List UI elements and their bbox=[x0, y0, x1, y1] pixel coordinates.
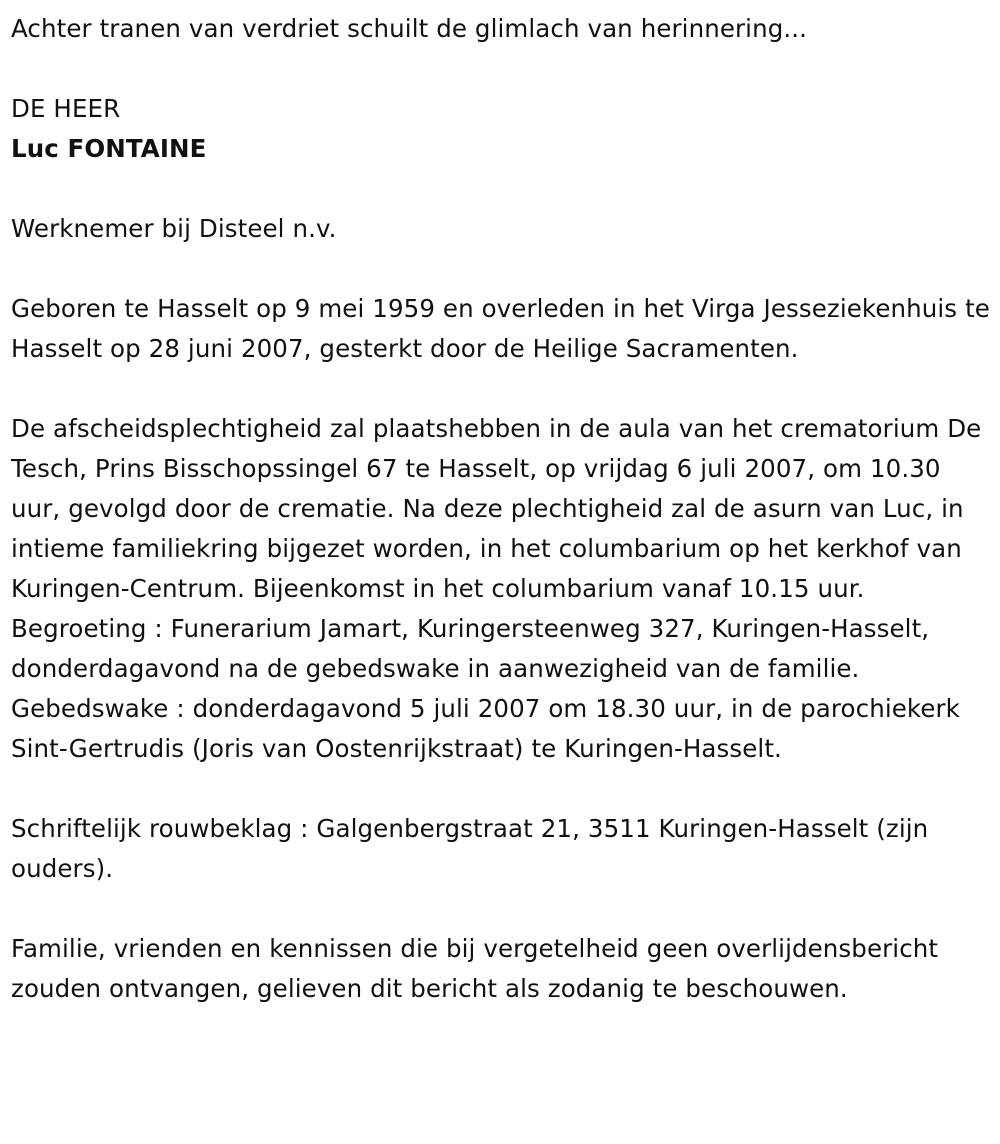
spacer bbox=[11, 49, 990, 89]
birth-death-paragraph: Geboren te Hasselt op 9 mei 1959 en overleden in het Virga Jesseziekenhuis te Hasselt op 28 juni 2007, gesterkt door de Heilige Sacramenten. bbox=[11, 294, 990, 363]
condolences-paragraph: Schriftelijk rouwbeklag : Galgenbergstraat 21, 3511 Kuringen-Hasselt (zijn ouders). bbox=[11, 814, 929, 883]
spacer bbox=[11, 769, 990, 809]
spacer bbox=[11, 889, 990, 929]
notice-paragraph: Familie, vrienden en kennissen die bij vergetelheid geen overlijdensbericht zouden ontvangen, gelieven dit bericht als zodanig te beschouwen. bbox=[11, 934, 939, 1003]
ceremony-paragraph: De afscheidsplechtigheid zal plaatshebben in de aula van het crematorium De Tesch, Prins Bisschopssingel 67 te Hasselt, op vrijdag 6 juli 2007, om 10.30 uur, gevolgd door de crematie. Na deze plechtigheid zal de asurn van Luc, in intieme familiekring bijgezet worden, in het columbarium op het kerkhof van Kuringen-Centrum. Bijeenkomst in het columbarium vanaf 10.15 uur. Begroeting : Funerarium Jamart, Kuringersteenweg 327, Kuringen-Hasselt, donderdagavond na de gebedswake in aanwezigheid van de familie. Gebedswake : donderdagavond 5 juli 2007 om 18.30 uur, in de parochiekerk Sint-Gertrudis (Joris van Oostenrijkstraat) te Kuringen-Hasselt. bbox=[11, 414, 982, 763]
spacer bbox=[11, 249, 990, 289]
deceased-name: Luc FONTAINE bbox=[11, 134, 207, 163]
title-prefix: DE HEER bbox=[11, 94, 121, 123]
spacer bbox=[11, 369, 990, 409]
occupation: Werknemer bij Disteel n.v. bbox=[11, 214, 337, 243]
tagline: Achter tranen van verdriet schuilt de glimlach van herinnering... bbox=[11, 14, 808, 43]
spacer bbox=[11, 169, 990, 209]
